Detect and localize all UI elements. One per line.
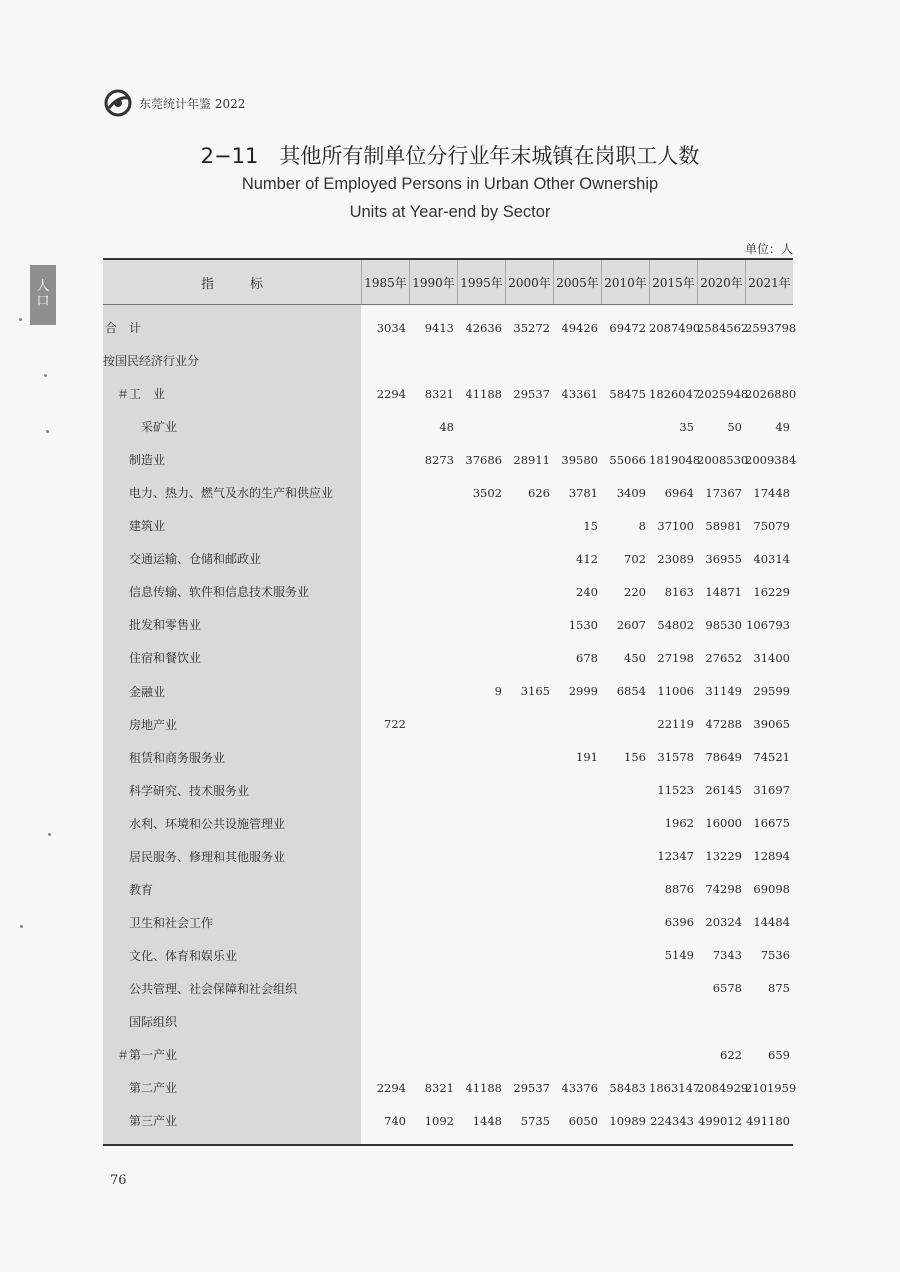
table-cell: 2087490 [649, 320, 701, 335]
table-row [103, 807, 793, 840]
row-label: 建筑业 [129, 519, 166, 534]
year-header: 2010年 [601, 260, 649, 304]
year-header: 2000年 [505, 260, 553, 304]
table-cell: 2026880 [745, 386, 797, 401]
table-cell: 8876 [664, 882, 694, 897]
table-cell: 22119 [657, 717, 694, 732]
table-cell: 722 [384, 717, 406, 732]
table-cell: 9413 [424, 320, 454, 335]
table-cell: 2008530 [697, 452, 749, 467]
table-cell: 5735 [520, 1113, 550, 1128]
table-row [103, 873, 793, 906]
table-cell: 15 [583, 518, 598, 533]
year-header: 2021年 [745, 260, 793, 304]
table-row [103, 311, 797, 344]
row-label: 租赁和商务服务业 [129, 750, 226, 765]
row-label: 文化、体育和娱乐业 [129, 948, 238, 963]
year-header: 2015年 [649, 260, 697, 304]
table-cell: 42636 [465, 320, 502, 335]
table-cell: 12347 [657, 849, 694, 864]
table-bottom-rule [103, 1144, 793, 1146]
table-cell: 6854 [616, 684, 646, 699]
table-cell: 74521 [753, 750, 790, 765]
table-cell: 5149 [664, 948, 694, 963]
table-cell: 2294 [376, 386, 406, 401]
table-cell: 106793 [746, 617, 790, 632]
table-row [103, 410, 793, 443]
table-cell: 224343 [650, 1113, 694, 1128]
table-cell: 49426 [561, 320, 598, 335]
table-cell: 450 [624, 650, 646, 665]
page-number: 76 [110, 1173, 127, 1188]
table-cell: 16000 [705, 816, 742, 831]
row-label: 电力、热力、燃气及水的生产和供应业 [129, 486, 334, 501]
table-cell: 412 [576, 551, 598, 566]
table-cell: 499012 [698, 1113, 742, 1128]
table-row [103, 939, 793, 972]
speck-decoration [19, 318, 22, 321]
table-title-en [0, 170, 900, 226]
row-label: 交通运输、仓储和邮政业 [129, 552, 262, 567]
table-cell: 29537 [513, 1080, 550, 1095]
year-header: 1995年 [457, 260, 505, 304]
title-en-line1: Number of Employed Persons in Urban Other Ownership [241, 175, 659, 193]
table-row [103, 608, 793, 641]
table-cell: 702 [624, 551, 646, 566]
table-row [103, 1071, 797, 1104]
data-table [103, 258, 797, 1146]
table-title-cn: 2−11 其他所有制单位分行业年末城镇在岗职工人数 [200, 144, 700, 168]
table-cell: 43361 [561, 386, 598, 401]
table-cell: 659 [768, 1047, 790, 1062]
speck-decoration [20, 925, 23, 928]
table-cell: 8321 [424, 1080, 454, 1095]
table-cell: 7343 [712, 948, 742, 963]
table-cell: 11006 [657, 684, 694, 699]
row-label: 信息传输、软件和信息技术服务业 [129, 585, 310, 600]
table-cell: 69472 [609, 320, 646, 335]
table-cell: 6396 [664, 915, 694, 930]
table-cell: 58981 [705, 518, 742, 533]
table-cell: 55066 [609, 452, 646, 467]
row-label: 合 计 [105, 321, 142, 336]
table-cell: 875 [768, 981, 790, 996]
table-cell: 2009384 [745, 452, 797, 467]
table-cell: 27198 [657, 650, 694, 665]
table-cell: 2084929 [697, 1080, 749, 1095]
table-cell: 1092 [424, 1113, 454, 1128]
table-cell: 29537 [513, 386, 550, 401]
table-row [103, 443, 797, 476]
table-cell: 3781 [568, 485, 598, 500]
table-cell: 16675 [753, 816, 790, 831]
table-cell: 11523 [657, 783, 694, 798]
table-cell: 6964 [664, 485, 694, 500]
table-row [103, 675, 793, 708]
table-cell: 2999 [568, 684, 598, 699]
table-cell: 48 [439, 419, 454, 434]
table-cell: 7536 [760, 948, 790, 963]
table-cell: 78649 [705, 750, 742, 765]
table-row [103, 741, 793, 774]
table-cell: 35272 [513, 320, 550, 335]
row-label: 批发和零售业 [129, 618, 202, 633]
table-cell: 2607 [616, 617, 646, 632]
row-label: 采矿业 [141, 420, 178, 435]
table-row [103, 575, 793, 608]
table-cell: 13229 [705, 849, 742, 864]
table-row [103, 774, 793, 807]
row-label: 卫生和社会工作 [129, 915, 214, 930]
table-cell: 1826047 [649, 386, 701, 401]
row-label: ＃工 业 [117, 387, 166, 402]
row-label: 制造业 [129, 453, 166, 468]
table-cell: 678 [576, 650, 598, 665]
table-cell: 740 [384, 1113, 406, 1128]
table-cell: 240 [576, 584, 598, 599]
table-cell: 17367 [705, 485, 742, 500]
table-cell: 49 [775, 419, 790, 434]
year-header: 2020年 [697, 260, 745, 304]
row-label: 住宿和餐饮业 [129, 651, 202, 666]
book-title: 东莞统计年鉴 2022 [139, 96, 246, 111]
table-cell: 626 [528, 485, 550, 500]
table-cell: 35 [679, 419, 694, 434]
row-label: 金融业 [129, 684, 166, 699]
table-row [103, 906, 793, 939]
table-cell: 1863147 [649, 1080, 701, 1095]
table-cell: 31578 [657, 750, 694, 765]
table-row [103, 1104, 793, 1137]
table-cell: 3034 [376, 320, 406, 335]
table-cell: 8321 [424, 386, 454, 401]
table-cell: 191 [576, 750, 598, 765]
row-label: 居民服务、修理和其他服务业 [129, 849, 286, 864]
table-cell: 8 [638, 518, 646, 533]
table-row [103, 377, 797, 410]
row-label: 科学研究、技术服务业 [129, 783, 250, 798]
table-row [103, 1005, 793, 1038]
table-cell: 1962 [664, 816, 694, 831]
table-cell: 12894 [753, 849, 790, 864]
row-label: 公共管理、社会保障和社会组织 [129, 981, 298, 996]
table-cell: 58475 [609, 386, 646, 401]
row-label: 房地产业 [129, 717, 178, 732]
table-cell: 9 [494, 684, 502, 699]
table-cell: 29599 [753, 684, 790, 699]
table-cell: 69098 [753, 882, 790, 897]
table-cell: 16229 [753, 584, 790, 599]
table-cell: 491180 [746, 1113, 790, 1128]
table-cell: 156 [624, 750, 646, 765]
table-cell: 622 [720, 1047, 742, 1062]
table-cell: 40314 [753, 551, 790, 566]
table-cell: 50 [727, 419, 742, 434]
section-tab-label: 人 口 [36, 279, 50, 309]
year-header: 1985年 [361, 260, 409, 304]
row-label: 国际组织 [129, 1015, 178, 1029]
table-cell: 58483 [609, 1080, 646, 1095]
table-cell: 14871 [705, 584, 742, 599]
title-en-line2: Units at Year-end by Sector [349, 203, 551, 221]
table-row [103, 509, 793, 542]
table-cell: 6578 [712, 981, 742, 996]
table-cell: 3409 [616, 485, 646, 500]
row-label: ＃第一产业 [117, 1048, 178, 1063]
table-row [103, 641, 793, 674]
unit-label: 单位：人 [744, 242, 793, 256]
table-cell: 39580 [561, 452, 598, 467]
row-label: 按国民经济行业分 [103, 354, 200, 369]
table-row [103, 344, 793, 377]
table-cell: 37686 [465, 452, 502, 467]
header-indicator: 指标 [200, 276, 299, 292]
table-cell: 23089 [657, 551, 694, 566]
table-row [103, 972, 793, 1005]
table-cell: 43376 [561, 1080, 598, 1095]
table-row [103, 1038, 793, 1071]
table-cell: 8163 [664, 584, 694, 599]
table-cell: 8273 [424, 452, 454, 467]
table-cell: 31400 [753, 650, 790, 665]
table-row [103, 840, 793, 873]
table-cell: 31697 [753, 783, 790, 798]
section-tab [30, 265, 56, 325]
row-label: 水利、环境和公共设施管理业 [129, 816, 286, 831]
table-cell: 37100 [657, 518, 694, 533]
table-cell: 36955 [705, 551, 742, 566]
table-cell: 54802 [657, 617, 694, 632]
table-cell: 2025948 [697, 386, 749, 401]
row-label: 第二产业 [129, 1081, 178, 1096]
row-label: 第三产业 [129, 1114, 178, 1129]
table-cell: 3165 [520, 684, 550, 699]
table-row [103, 476, 793, 509]
table-cell: 1448 [472, 1113, 502, 1128]
table-header-row [103, 258, 793, 305]
table-cell: 41188 [465, 386, 502, 401]
table-cell: 17448 [753, 485, 790, 500]
table-cell: 27652 [705, 650, 742, 665]
table-cell: 1819048 [649, 452, 701, 467]
page-header [103, 88, 245, 118]
table-cell: 41188 [465, 1080, 502, 1095]
table-cell: 28911 [513, 452, 550, 467]
table-cell: 47288 [705, 717, 742, 732]
row-label: 教育 [129, 882, 154, 897]
year-header: 2005年 [553, 260, 601, 304]
table-cell: 3502 [472, 485, 502, 500]
table-cell: 98530 [705, 617, 742, 632]
speck-decoration [46, 430, 49, 433]
table-cell: 1530 [568, 617, 598, 632]
speck-decoration [44, 374, 47, 377]
table-body [103, 311, 797, 1137]
table-cell: 74298 [705, 882, 742, 897]
table-cell: 75079 [753, 518, 790, 533]
table-cell: 39065 [753, 717, 790, 732]
table-cell: 14484 [753, 915, 790, 930]
table-cell: 10989 [609, 1113, 646, 1128]
table-cell: 220 [624, 584, 646, 599]
table-cell: 2294 [376, 1080, 406, 1095]
table-cell: 31149 [705, 684, 742, 699]
table-cell: 6050 [568, 1113, 598, 1128]
year-header: 1990年 [409, 260, 457, 304]
table-cell: 2101959 [745, 1080, 797, 1095]
yearbook-logo-icon [103, 88, 133, 118]
speck-decoration [48, 833, 51, 836]
table-cell: 20324 [705, 915, 742, 930]
table-cell: 26145 [705, 783, 742, 798]
table-row [103, 542, 793, 575]
table-cell: 2593798 [745, 320, 797, 335]
table-cell: 2584562 [697, 320, 749, 335]
table-row [103, 708, 793, 741]
